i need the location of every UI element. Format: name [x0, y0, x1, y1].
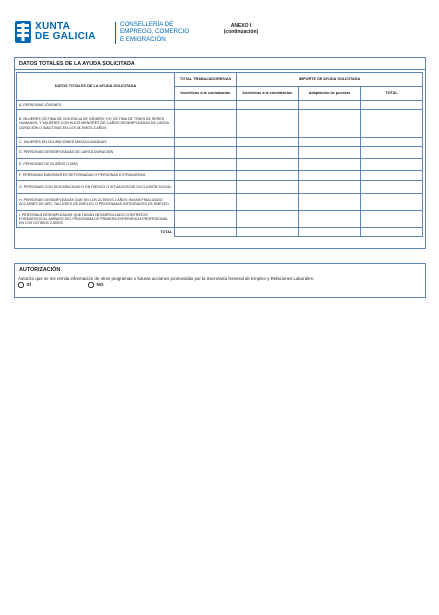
workers-input[interactable]: [175, 211, 237, 228]
option-yes[interactable]: [18, 282, 31, 288]
table-row: [17, 181, 423, 194]
subheader-incentives-amount: Incentivos a la contratación: [237, 87, 299, 101]
table-row: [17, 194, 423, 211]
row-label: H. PERSONAS DESEMPLEADAS QUE EN LOS ÚLTIMOS 2 AÑOS HAYAN FINALIZADO ACCIONES DE APD, TALLERES DE EMPLEO O PROGRAMAS INTEGRADOS DE EMPLEO: [17, 194, 175, 211]
table-row: [17, 147, 423, 159]
col-header-data: DATOS TOTALES DE LA AYUDA SOLICITADA: [17, 73, 175, 101]
row-label: C. MUJERES EN OCUPACIONES MASCULINIZADAS: [17, 138, 175, 147]
adaptation-amount-input[interactable]: [299, 181, 361, 194]
table-row: [17, 159, 423, 171]
adaptation-amount-input[interactable]: [299, 211, 361, 228]
option-yes-label: SÍ: [26, 282, 31, 288]
row-label: F. PERSONAS EMIGRANTES RETORNADAS O PERSONAS EXTRANJERAS: [17, 171, 175, 181]
subheader-incentives-workers: Incentivos a la contratación: [175, 87, 237, 101]
subheader-adaptation: Adaptación de puestos: [299, 87, 361, 101]
incentives-amount-input[interactable]: [237, 211, 299, 228]
radio-yes[interactable]: [18, 282, 24, 288]
workers-input[interactable]: [175, 171, 237, 181]
workers-input[interactable]: [175, 159, 237, 171]
row-label: I. PERSONAS DESEMPLEADAS QUE HAYAN DESARROLLADO CONTRATOS FORMATIVOS AL AMPARO DEL PROGRAMA DE PRIMERA EXPERIENCIA PROFESIONAL EN LOS ÚLTIMOS 2 AÑOS: [17, 211, 175, 228]
annex-heading: [221, 23, 261, 35]
annex-subtitle: (continuación): [223, 29, 259, 35]
option-no-label: NO: [96, 282, 104, 288]
total-workers-input[interactable]: [175, 228, 237, 237]
aid-totals-table: [16, 72, 423, 237]
total-row: [17, 228, 423, 237]
incentives-amount-input[interactable]: [237, 159, 299, 171]
total-amount-input[interactable]: [361, 159, 423, 171]
subheader-total: TOTAL: [361, 87, 423, 101]
table-row: [17, 171, 423, 181]
row-label: E. PERSONAS DE 52 AÑOS O MÁS: [17, 159, 175, 171]
adaptation-amount-input[interactable]: [299, 159, 361, 171]
incentives-amount-input[interactable]: [237, 194, 299, 211]
incentives-amount-input[interactable]: [237, 171, 299, 181]
xunta-logo: [14, 20, 224, 46]
department-line: EMPREGO, COMERCIO: [120, 28, 190, 36]
total-amount-input[interactable]: [361, 147, 423, 159]
authorization-text: Autorizo que se me remita información de otros programas o futuras acciones promovidas por la Secretaría General de Empleo y Relaciones Laborales:: [18, 276, 315, 281]
department-line: CONSELLERÍA DE: [120, 21, 174, 28]
workers-input[interactable]: [175, 194, 237, 211]
table-row: [17, 101, 423, 110]
incentives-amount-input[interactable]: [237, 101, 299, 110]
workers-input[interactable]: [175, 138, 237, 147]
adaptation-amount-input[interactable]: [299, 110, 361, 138]
section-rule: [15, 69, 425, 70]
adaptation-amount-input[interactable]: [299, 138, 361, 147]
department-line: E EMIGRACIÓN: [120, 35, 166, 43]
option-no[interactable]: [88, 282, 103, 288]
row-label: A. PERSONAS JÓVENES: [17, 101, 175, 110]
total-amount-input[interactable]: [361, 110, 423, 138]
workers-input[interactable]: [175, 101, 237, 110]
total-amount-input[interactable]: [361, 194, 423, 211]
total-adaptation-input[interactable]: [299, 228, 361, 237]
total-amount-input[interactable]: [361, 138, 423, 147]
section-title: AUTORIZACIÓN: [19, 267, 61, 273]
grand-total-input[interactable]: [361, 228, 423, 237]
adaptation-amount-input[interactable]: [299, 171, 361, 181]
total-amount-input[interactable]: [361, 101, 423, 110]
adaptation-amount-input[interactable]: [299, 101, 361, 110]
org-name-line1: XUNTA: [35, 21, 71, 32]
org-name-line2: DE GALICIA: [35, 31, 96, 42]
adaptation-amount-input[interactable]: [299, 147, 361, 159]
incentives-amount-input[interactable]: [237, 110, 299, 138]
workers-input[interactable]: [175, 181, 237, 194]
table-row: [17, 138, 423, 147]
workers-input[interactable]: [175, 110, 237, 138]
total-amount-input[interactable]: [361, 181, 423, 194]
row-label: G. PERSONAS CON DISCAPACIDAD O EN RIESGO O SITUACIÓN DE EXCLUSIÓN SOCIAL: [17, 181, 175, 194]
col-header-amount: IMPORTE DE AYUDA SOLICITADA: [237, 73, 423, 87]
total-amount-input[interactable]: [361, 211, 423, 228]
adaptation-amount-input[interactable]: [299, 194, 361, 211]
total-amount-input[interactable]: [361, 171, 423, 181]
col-header-workers: TOTAL TRABAJADORES/AS: [175, 73, 237, 87]
table-row: [17, 211, 423, 228]
radio-no[interactable]: [88, 282, 94, 288]
annex-title: ANEXO I: [230, 23, 252, 29]
logo-separator: [115, 22, 116, 44]
table-row: [17, 110, 423, 138]
total-label: TOTAL: [17, 228, 175, 237]
incentives-amount-input[interactable]: [237, 138, 299, 147]
incentives-amount-input[interactable]: [237, 147, 299, 159]
department-name: [120, 21, 189, 43]
incentives-amount-input[interactable]: [237, 181, 299, 194]
total-incentives-input[interactable]: [237, 228, 299, 237]
section-title: DATOS TOTALES DE LA AYUDA SOLICITADA: [19, 61, 135, 67]
galicia-emblem-icon: [14, 20, 32, 44]
workers-input[interactable]: [175, 147, 237, 159]
row-label: D. PERSONAS DESEMPLEADAS DE LARGA DURACIÓN: [17, 147, 175, 159]
row-label: B. MUJERES VÍCTIMA DE VIOLENCIA DE GÉNERO Y/O VÍCTIMA DE TRATA DE SERES HUMANOS, Y MUJERES CON HIJOS MENORES DE 3 AÑOS DESEMPLEADAS DE LARGA DURACIÓN O INACTIVAS EN LOS ÚLTIMOS 3 AÑOS: [17, 110, 175, 138]
